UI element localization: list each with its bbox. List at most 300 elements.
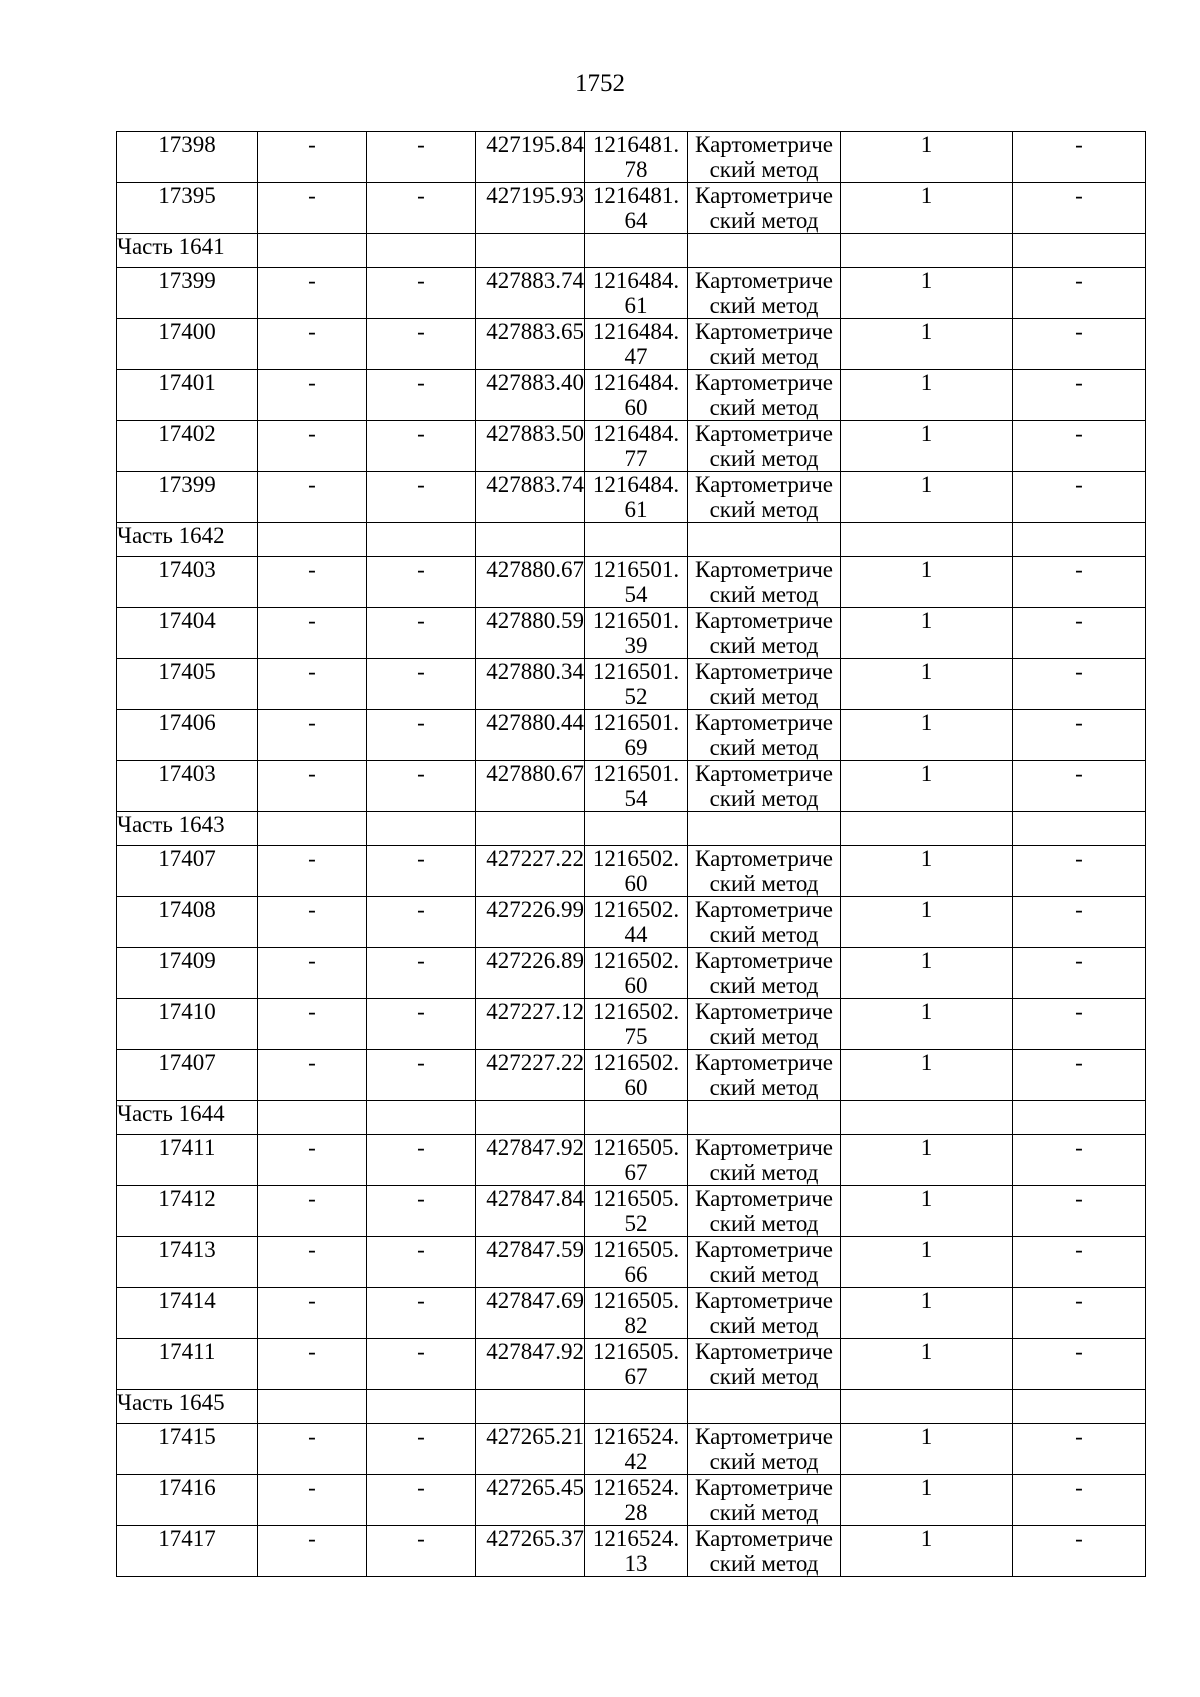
x-coordinate-cell: 427880.44 [476,710,585,761]
x-coordinate-cell: 427226.99 [476,897,585,948]
y-coordinate-cell [585,132,688,183]
table-row [117,319,1146,370]
point-number-cell: 17405 [117,659,258,710]
accuracy-cell: 1 [841,948,1013,999]
method-line-1: Картометриче [695,1288,833,1313]
table-row [117,421,1146,472]
method-line-1: Картометриче [695,846,833,871]
x-coordinate-cell: 427847.69 [476,1288,585,1339]
old-y-cell: - [367,472,476,523]
old-x-cell: - [258,761,367,812]
x-coordinate-cell: 427883.74 [476,268,585,319]
method-line-1: Картометриче [695,608,833,633]
y-coordinate-line-2: 54 [624,582,648,607]
table-row [117,999,1146,1050]
y-coordinate-line-2: 60 [624,973,648,998]
empty-cell [1013,812,1146,846]
x-coordinate-cell: 427227.22 [476,1050,585,1101]
method-cell [688,710,841,761]
table-row [117,557,1146,608]
y-coordinate-line-1: 1216501. [592,659,680,684]
old-y-cell: - [367,1424,476,1475]
y-coordinate-line-2: 44 [624,922,648,947]
old-y-cell: - [367,370,476,421]
y-coordinate-cell [585,897,688,948]
part-header-row [117,1101,1146,1135]
old-y-cell: - [367,710,476,761]
empty-cell [258,523,367,557]
empty-cell [476,234,585,268]
empty-cell [258,234,367,268]
old-x-cell: - [258,370,367,421]
x-coordinate-cell: 427227.22 [476,846,585,897]
table-row [117,1288,1146,1339]
y-coordinate-line-2: 47 [624,344,648,369]
empty-cell [367,523,476,557]
y-coordinate-cell [585,268,688,319]
old-x-cell: - [258,1475,367,1526]
y-coordinate-cell [585,761,688,812]
method-line-1: Картометриче [695,1526,833,1551]
method-line-2: ский метод [709,1500,819,1525]
y-coordinate-line-1: 1216484. [592,472,680,497]
y-coordinate-line-2: 28 [624,1500,648,1525]
table-row [117,268,1146,319]
x-coordinate-cell: 427265.37 [476,1526,585,1577]
y-coordinate-line-2: 66 [624,1262,648,1287]
accuracy-cell: 1 [841,1135,1013,1186]
old-y-cell: - [367,1526,476,1577]
y-coordinate-cell [585,1237,688,1288]
method-line-2: ский метод [709,1075,819,1100]
y-coordinate-line-2: 61 [624,497,648,522]
accuracy-cell: 1 [841,557,1013,608]
old-x-cell: - [258,472,367,523]
part-header-row [117,234,1146,268]
x-coordinate-cell: 427847.92 [476,1339,585,1390]
y-coordinate-cell [585,1526,688,1577]
y-coordinate-line-2: 13 [624,1551,648,1576]
method-line-2: ский метод [709,786,819,811]
empty-cell [688,523,841,557]
empty-cell [585,1101,688,1135]
old-y-cell: - [367,268,476,319]
old-x-cell: - [258,1050,367,1101]
method-line-2: ский метод [709,497,819,522]
empty-cell [585,523,688,557]
old-x-cell: - [258,268,367,319]
method-cell [688,1339,841,1390]
table-row [117,1237,1146,1288]
empty-cell [585,234,688,268]
method-line-1: Картометриче [695,557,833,582]
part-label: Часть 1644 [117,1101,258,1135]
x-coordinate-cell: 427883.50 [476,421,585,472]
point-number-cell: 17398 [117,132,258,183]
y-coordinate-cell [585,1424,688,1475]
method-line-2: ский метод [709,684,819,709]
empty-cell [585,1390,688,1424]
x-coordinate-cell: 427847.92 [476,1135,585,1186]
old-x-cell: - [258,659,367,710]
y-coordinate-line-2: 61 [624,293,648,318]
y-coordinate-line-2: 77 [624,446,648,471]
method-line-1: Картометриче [695,1135,833,1160]
empty-cell [1013,234,1146,268]
method-cell [688,999,841,1050]
y-coordinate-line-2: 60 [624,395,648,420]
y-coordinate-line-1: 1216501. [592,557,680,582]
old-x-cell: - [258,1424,367,1475]
y-coordinate-cell [585,608,688,659]
y-coordinate-cell [585,557,688,608]
point-number-cell: 17406 [117,710,258,761]
old-y-cell: - [367,319,476,370]
accuracy-cell: 1 [841,846,1013,897]
table-row [117,132,1146,183]
y-coordinate-cell [585,1186,688,1237]
method-line-2: ский метод [709,1024,819,1049]
accuracy-cell: 1 [841,1186,1013,1237]
part-header-row [117,1390,1146,1424]
page-number: 1752 [575,70,625,97]
y-coordinate-cell [585,846,688,897]
y-coordinate-line-1: 1216502. [592,1050,680,1075]
description-cell: - [1013,472,1146,523]
old-x-cell: - [258,948,367,999]
part-header-row [117,812,1146,846]
x-coordinate-cell: 427880.34 [476,659,585,710]
accuracy-cell: 1 [841,421,1013,472]
old-x-cell: - [258,999,367,1050]
method-cell [688,897,841,948]
method-cell [688,1135,841,1186]
method-line-2: ский метод [709,735,819,760]
accuracy-cell: 1 [841,761,1013,812]
method-line-1: Картометриче [695,1186,833,1211]
old-x-cell: - [258,557,367,608]
method-line-2: ский метод [709,871,819,896]
empty-cell [1013,1101,1146,1135]
table-row [117,1339,1146,1390]
empty-cell [258,1101,367,1135]
description-cell: - [1013,183,1146,234]
y-coordinate-cell [585,421,688,472]
table-row [117,659,1146,710]
y-coordinate-line-2: 39 [624,633,648,658]
old-y-cell: - [367,1237,476,1288]
description-cell: - [1013,319,1146,370]
y-coordinate-line-1: 1216505. [592,1135,680,1160]
old-y-cell: - [367,761,476,812]
method-cell [688,1186,841,1237]
method-cell [688,761,841,812]
method-line-1: Картометриче [695,319,833,344]
x-coordinate-cell: 427883.74 [476,472,585,523]
old-x-cell: - [258,132,367,183]
description-cell: - [1013,999,1146,1050]
old-y-cell: - [367,1288,476,1339]
description-cell: - [1013,1424,1146,1475]
old-y-cell: - [367,421,476,472]
method-line-2: ский метод [709,1211,819,1236]
method-line-2: ский метод [709,922,819,947]
empty-cell [841,1390,1013,1424]
empty-cell [367,1101,476,1135]
method-line-1: Картометриче [695,659,833,684]
method-line-1: Картометриче [695,1237,833,1262]
method-line-1: Картометриче [695,1050,833,1075]
y-coordinate-line-1: 1216501. [592,608,680,633]
old-x-cell: - [258,897,367,948]
method-line-2: ский метод [709,1160,819,1185]
point-number-cell: 17414 [117,1288,258,1339]
accuracy-cell: 1 [841,1526,1013,1577]
table-row [117,183,1146,234]
point-number-cell: 17399 [117,268,258,319]
old-y-cell: - [367,132,476,183]
accuracy-cell: 1 [841,1050,1013,1101]
y-coordinate-cell [585,999,688,1050]
accuracy-cell: 1 [841,710,1013,761]
method-line-2: ский метод [709,1262,819,1287]
method-cell [688,319,841,370]
y-coordinate-line-1: 1216484. [592,370,680,395]
x-coordinate-cell: 427195.84 [476,132,585,183]
method-line-2: ский метод [709,395,819,420]
point-number-cell: 17407 [117,1050,258,1101]
table-row [117,1475,1146,1526]
point-number-cell: 17411 [117,1339,258,1390]
description-cell: - [1013,1526,1146,1577]
table-row [117,710,1146,761]
old-x-cell: - [258,1526,367,1577]
point-number-cell: 17408 [117,897,258,948]
empty-cell [688,812,841,846]
y-coordinate-line-1: 1216501. [592,761,680,786]
point-number-cell: 17410 [117,999,258,1050]
method-line-2: ский метод [709,582,819,607]
old-y-cell: - [367,846,476,897]
point-number-cell: 17395 [117,183,258,234]
old-y-cell: - [367,1135,476,1186]
old-x-cell: - [258,846,367,897]
old-y-cell: - [367,1186,476,1237]
point-number-cell: 17411 [117,1135,258,1186]
old-x-cell: - [258,1186,367,1237]
method-line-2: ский метод [709,973,819,998]
method-line-2: ский метод [709,1551,819,1576]
x-coordinate-cell: 427883.65 [476,319,585,370]
method-line-1: Картометриче [695,999,833,1024]
empty-cell [841,523,1013,557]
x-coordinate-cell: 427883.40 [476,370,585,421]
y-coordinate-line-1: 1216505. [592,1288,680,1313]
part-label: Часть 1642 [117,523,258,557]
empty-cell [367,234,476,268]
y-coordinate-line-1: 1216524. [592,1424,680,1449]
method-cell [688,1050,841,1101]
old-x-cell: - [258,1288,367,1339]
y-coordinate-line-1: 1216524. [592,1526,680,1551]
table-row [117,1135,1146,1186]
method-line-1: Картометриче [695,897,833,922]
y-coordinate-line-2: 52 [624,684,648,709]
empty-cell [476,1390,585,1424]
y-coordinate-cell [585,183,688,234]
old-x-cell: - [258,1135,367,1186]
method-line-2: ский метод [709,1449,819,1474]
old-x-cell: - [258,1339,367,1390]
table-row [117,846,1146,897]
x-coordinate-cell: 427227.12 [476,999,585,1050]
y-coordinate-line-2: 42 [624,1449,648,1474]
method-cell [688,1475,841,1526]
empty-cell [258,1390,367,1424]
y-coordinate-line-1: 1216505. [592,1339,680,1364]
empty-cell [841,234,1013,268]
method-line-1: Картометриче [695,472,833,497]
old-y-cell: - [367,1339,476,1390]
description-cell: - [1013,1050,1146,1101]
method-cell [688,370,841,421]
accuracy-cell: 1 [841,472,1013,523]
accuracy-cell: 1 [841,608,1013,659]
table-row [117,1424,1146,1475]
x-coordinate-cell: 427880.59 [476,608,585,659]
y-coordinate-line-2: 60 [624,871,648,896]
y-coordinate-line-2: 78 [624,157,648,182]
y-coordinate-cell [585,1288,688,1339]
y-coordinate-line-1: 1216484. [592,268,680,293]
x-coordinate-cell: 427195.93 [476,183,585,234]
point-number-cell: 17400 [117,319,258,370]
method-cell [688,1526,841,1577]
empty-cell [1013,523,1146,557]
old-x-cell: - [258,319,367,370]
y-coordinate-cell [585,1050,688,1101]
y-coordinate-line-1: 1216505. [592,1237,680,1262]
method-line-2: ский метод [709,157,819,182]
method-line-2: ский метод [709,208,819,233]
method-cell [688,1237,841,1288]
y-coordinate-line-2: 82 [624,1313,648,1338]
method-cell [688,659,841,710]
point-number-cell: 17401 [117,370,258,421]
method-line-2: ский метод [709,344,819,369]
old-y-cell: - [367,183,476,234]
y-coordinate-line-2: 60 [624,1075,648,1100]
part-header-row [117,523,1146,557]
accuracy-cell: 1 [841,1424,1013,1475]
table-row [117,897,1146,948]
x-coordinate-cell: 427265.21 [476,1424,585,1475]
old-x-cell: - [258,421,367,472]
part-label: Часть 1645 [117,1390,258,1424]
accuracy-cell: 1 [841,268,1013,319]
table-row [117,1526,1146,1577]
empty-cell [688,1101,841,1135]
table-row [117,472,1146,523]
description-cell: - [1013,948,1146,999]
method-cell [688,268,841,319]
empty-cell [476,812,585,846]
description-cell: - [1013,1237,1146,1288]
y-coordinate-line-1: 1216484. [592,319,680,344]
accuracy-cell: 1 [841,999,1013,1050]
old-x-cell: - [258,1237,367,1288]
point-number-cell: 17415 [117,1424,258,1475]
y-coordinate-line-1: 1216481. [592,132,680,157]
description-cell: - [1013,1186,1146,1237]
point-number-cell: 17404 [117,608,258,659]
y-coordinate-cell [585,319,688,370]
method-cell [688,557,841,608]
description-cell: - [1013,897,1146,948]
part-label: Часть 1641 [117,234,258,268]
table-row [117,608,1146,659]
table-row [117,370,1146,421]
old-y-cell: - [367,1050,476,1101]
y-coordinate-line-1: 1216502. [592,846,680,871]
method-line-2: ский метод [709,1364,819,1389]
method-cell [688,846,841,897]
description-cell: - [1013,557,1146,608]
description-cell: - [1013,761,1146,812]
method-line-1: Картометриче [695,268,833,293]
old-y-cell: - [367,557,476,608]
point-number-cell: 17413 [117,1237,258,1288]
method-line-1: Картометриче [695,370,833,395]
empty-cell [367,1390,476,1424]
table-row [117,761,1146,812]
table-row [117,1050,1146,1101]
method-cell [688,421,841,472]
y-coordinate-cell [585,472,688,523]
y-coordinate-line-1: 1216505. [592,1186,680,1211]
empty-cell [688,1390,841,1424]
empty-cell [1013,1390,1146,1424]
old-y-cell: - [367,659,476,710]
empty-cell [585,812,688,846]
y-coordinate-line-2: 67 [624,1364,648,1389]
accuracy-cell: 1 [841,1237,1013,1288]
description-cell: - [1013,268,1146,319]
accuracy-cell: 1 [841,1339,1013,1390]
x-coordinate-cell: 427880.67 [476,557,585,608]
accuracy-cell: 1 [841,132,1013,183]
accuracy-cell: 1 [841,370,1013,421]
description-cell: - [1013,1339,1146,1390]
x-coordinate-cell: 427847.84 [476,1186,585,1237]
method-line-1: Картометриче [695,1424,833,1449]
method-line-1: Картометриче [695,761,833,786]
empty-cell [476,1101,585,1135]
old-x-cell: - [258,608,367,659]
method-line-2: ский метод [709,633,819,658]
y-coordinate-line-2: 69 [624,735,648,760]
point-number-cell: 17402 [117,421,258,472]
part-label: Часть 1643 [117,812,258,846]
empty-cell [841,1101,1013,1135]
y-coordinate-line-2: 52 [624,1211,648,1236]
method-line-1: Картометриче [695,710,833,735]
description-cell: - [1013,846,1146,897]
x-coordinate-cell: 427226.89 [476,948,585,999]
method-cell [688,1288,841,1339]
method-line-1: Картометриче [695,1339,833,1364]
table-row [117,948,1146,999]
